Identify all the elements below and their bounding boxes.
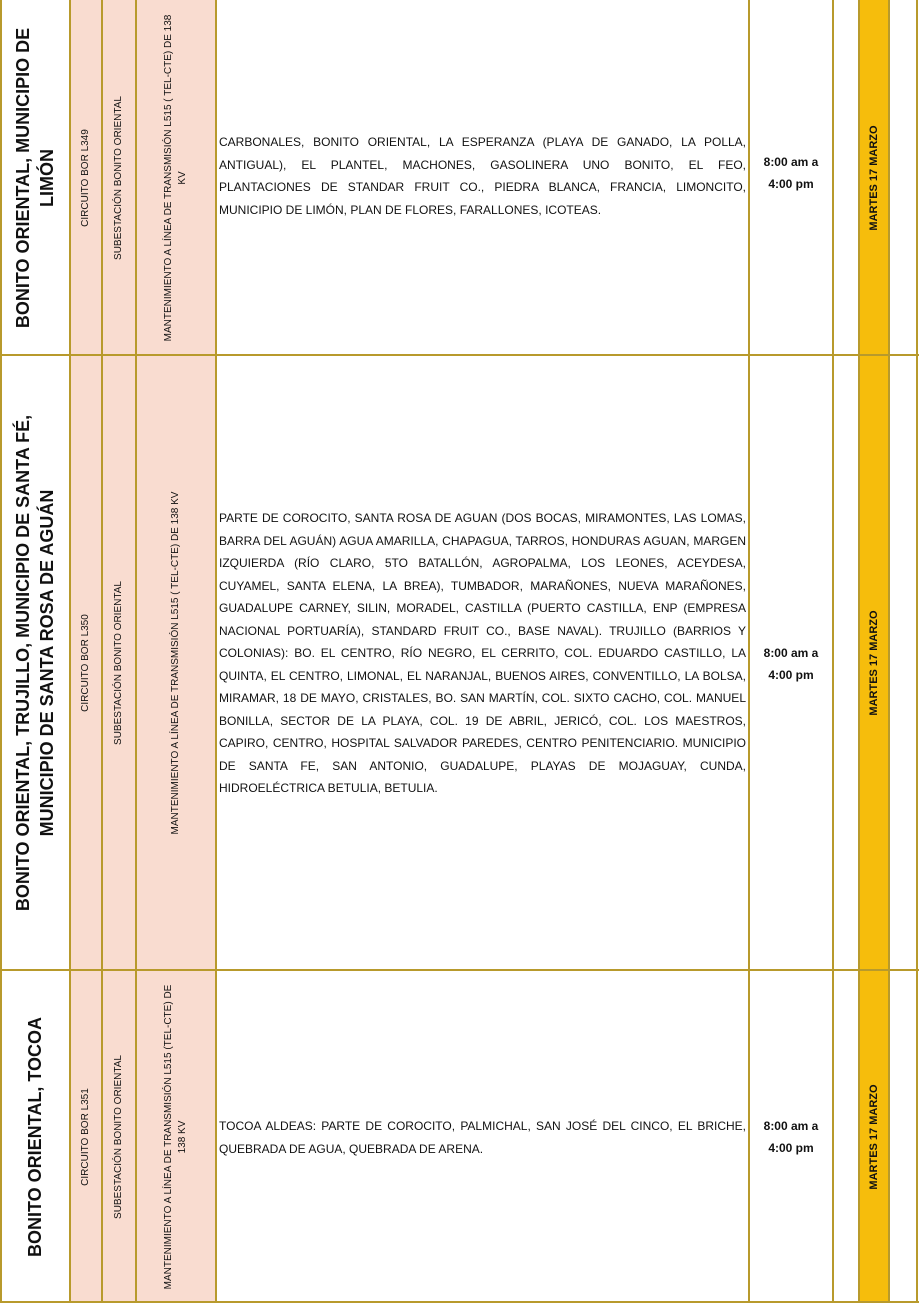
substation-label: SUBESTACIÓN BONITO ORIENTAL [113, 581, 124, 745]
circuit-cell [70, 356, 102, 970]
time-range [750, 642, 832, 686]
work-cell [136, 971, 216, 1303]
time-end: 4:00 pm [768, 1141, 814, 1155]
substation-cell [102, 971, 136, 1303]
table-row [0, 971, 919, 1303]
circuit-cell [70, 0, 102, 355]
substation-cell [102, 0, 136, 355]
substation-cell [102, 356, 136, 970]
work-cell [136, 0, 216, 355]
date-cell [860, 356, 888, 970]
grid-line [748, 0, 750, 1303]
circuit-cell [70, 971, 102, 1303]
circuit-label: CIRCUITO BOR L351 [80, 1088, 91, 1186]
work-label: MANTENIMIENTO A LÍNEA DE TRANSMISIÓN L515 (TEL-CTE) DE 138 KV [163, 984, 188, 1290]
date-label: MARTES 17 MARZO [868, 610, 880, 716]
table-row [0, 0, 919, 355]
grid-line [832, 0, 834, 1303]
time-end: 4:00 pm [768, 668, 814, 682]
work-cell [136, 356, 216, 970]
date-cell [860, 971, 888, 1303]
substation-label: SUBESTACIÓN BONITO ORIENTAL [113, 95, 124, 260]
time-end: 4:00 pm [768, 177, 814, 191]
grid-line [916, 0, 918, 1303]
affected-areas: TOCOA ALDEAS: PARTE DE COROCITO, PALMICHAL, SAN JOSÉ DEL CINCO, EL BRICHE, QUEBRADA DE AGUA, QUEBRADA DE ARENA. [219, 1119, 746, 1156]
zone-cell [0, 971, 70, 1303]
grid-line [0, 969, 919, 971]
date-label: MARTES 17 MARZO [868, 124, 880, 231]
time-start: 8:00 am a [763, 155, 819, 169]
zone-cell [0, 0, 70, 355]
grid-line [888, 0, 890, 1303]
date-cell [860, 0, 888, 355]
grid-line [215, 0, 217, 1303]
grid-line [69, 0, 71, 1303]
table-row [0, 356, 919, 970]
circuit-label: CIRCUITO BOR L349 [80, 128, 91, 227]
time-start: 8:00 am a [763, 1119, 819, 1133]
date-label: MARTES 17 MARZO [868, 1084, 880, 1190]
time-start: 8:00 am a [763, 646, 819, 660]
substation-label: SUBESTACIÓN BONITO ORIENTAL [113, 1055, 124, 1219]
grid-line [0, 354, 919, 356]
circuit-label: CIRCUITO BOR L350 [80, 614, 91, 712]
affected-areas: PARTE DE COROCITO, SANTA ROSA DE AGUAN (DOS BOCAS, MIRAMONTES, LAS LOMAS, BARRA DEL AGUÁN) AGUA AMARILLA, CHAPAGUA, TARROS, HONDURAS AGUAN, MARGEN IZQUIERDA (RÍO CLARO, 5TO BATALLÓN, AGROPALMA, LOS LEONES, ACEYDESA, CUYAMEL, SANTA ELENA, LA BREA), TUMBADOR, MARAÑONES, NUEVA MARAÑONES, GUADALUPE CARNEY, SILIN, MORADEL, CASTILLA (PUERTO CASTILLA, ENP (EMPRESA NACIONAL PORTUARÍA), STANDARD FRUIT CO., BASE NAVAL). TRUJILLO (BARRIOS Y COLONIAS): BO. EL CENTRO, RÍO NEGRO, EL CERRITO, COL. EDUARDO CASTILLO, LA QUINTA, EL CENTRO, LIMONAL, EL NARANJAL, BUENOS AIRES, CONVENTILLO, LA BOLSA, MIRAMAR, 18 DE MAYO, CRISTALES, BO. SAN MARTÍN, COL. SIXTO CACHO, COL. MANUEL BONILLA, SECTOR DE LA PLAYA, COL. 19 DE ABRIL, JERICÓ, COL. LOS MAESTROS, CAPIRO, CENTRO, HOSPITAL SALVADOR PAREDES, CENTRO PENITENCIARIO. MUNICIPIO DE SANTA FE, SAN ANTONIO, GUADALUPE, PLAYAS DE MOJAGUAY, CUNDA, HIDROELÉCTRICA BETULIA, BETULIA. [219, 511, 746, 795]
grid-line [858, 0, 860, 1303]
zone-label: BONITO ORIENTAL, TRUJILLO, MUNICIPIO DE SANTA FÉ, MUNICIPIO DE SANTA ROSA DE AGUÁN [13, 414, 57, 912]
zone-cell [0, 356, 70, 970]
zone-label: BONITO ORIENTAL, MUNICIPIO DE LIMÓN [13, 27, 57, 328]
grid-line [135, 0, 137, 1303]
affected-areas: CARBONALES, BONITO ORIENTAL, LA ESPERANZA (PLAYA DE GANADO, LA POLLA, ANTIGUAL), EL PLANTEL, MACHONES, GASOLINERA UNO BONITO, EL FEO, PLANTACIONES DE STANDAR FRUIT CO., PIEDRA BLANCA, FRANCIA, LIMONCITO, MUNICIPIO DE LIMÓN, PLAN DE FLORES, FARALLONES, ICOTEAS. [219, 135, 746, 217]
zone-label: BONITO ORIENTAL, TOCOA [25, 1017, 45, 1258]
grid-line [0, 0, 2, 1303]
work-label: MANTENIMIENTO A LÍNEA DE TRANSMISIÓN L515 ( TEL-CTE) DE 138 KV [163, 14, 188, 341]
grid-line [101, 0, 103, 1303]
time-range [750, 151, 832, 195]
time-range [750, 1115, 832, 1159]
work-label: MANTENIMIENTO A LÍNEA DE TRANSMISIÓN L515 ( TEL-CTE) DE 138 KV [170, 491, 181, 835]
